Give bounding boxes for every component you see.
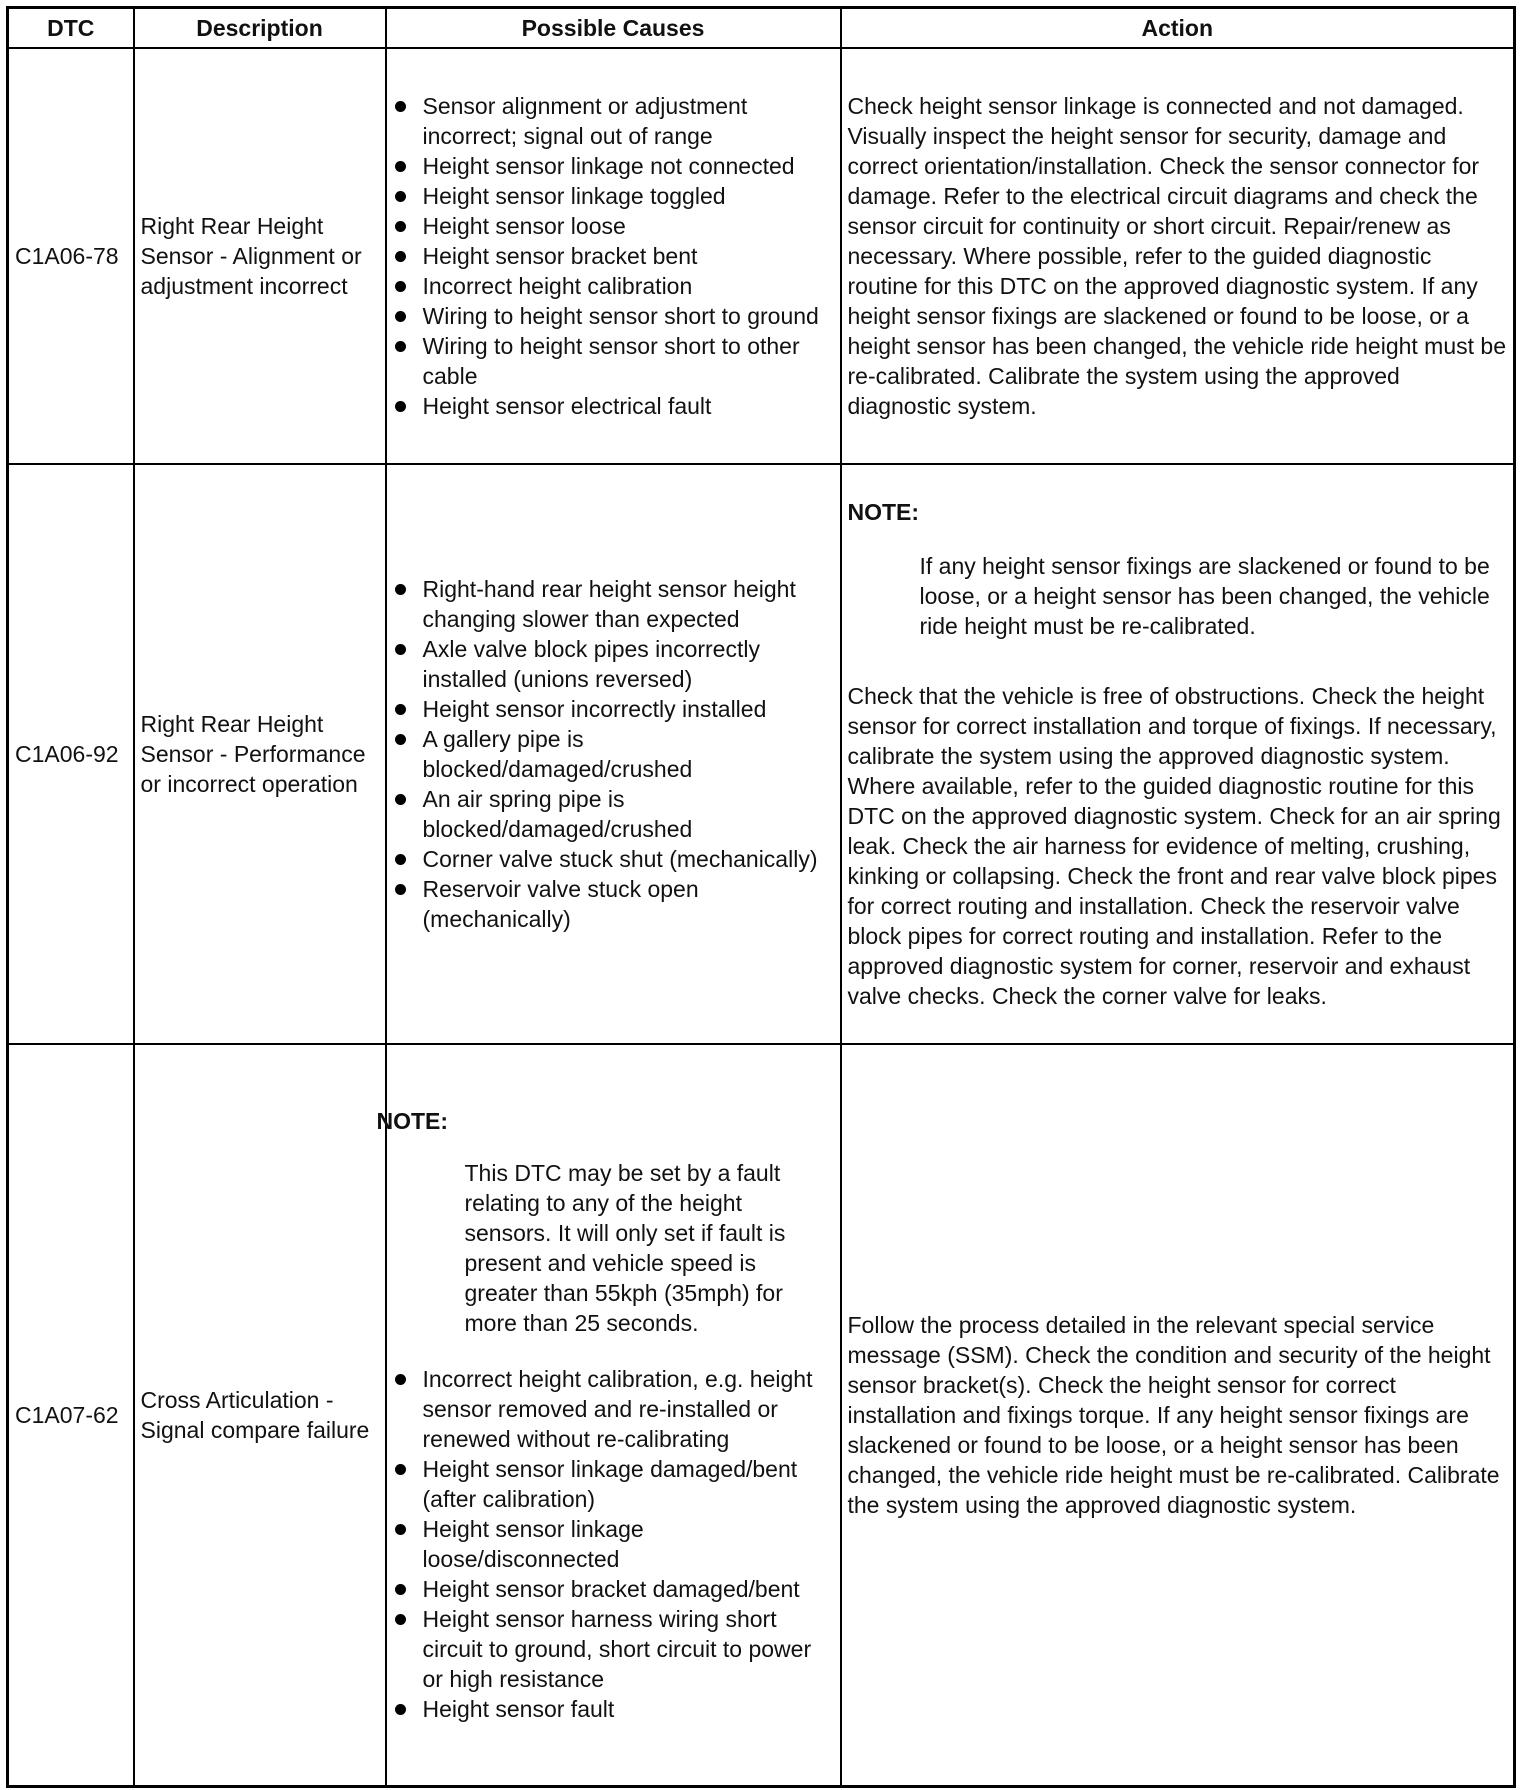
header-possible-causes: Possible Causes: [386, 8, 841, 49]
dtc-description: Right Rear Height Sensor - Alignment or adjustment incorrect: [134, 48, 386, 464]
list-item: Right-hand rear height sensor height changing slower than expected: [393, 574, 834, 634]
list-item: Height sensor linkage loose/disconnected: [393, 1514, 834, 1574]
dtc-code: C1A06-92: [8, 464, 134, 1044]
list-item: Height sensor linkage toggled: [393, 181, 834, 211]
list-item: Height sensor linkage not connected: [393, 151, 834, 181]
list-item: An air spring pipe is blocked/damaged/crushed: [393, 784, 834, 844]
action-cell: [841, 464, 1515, 1044]
causes-list: [393, 91, 834, 421]
note-title: NOTE:: [376, 1107, 449, 1134]
possible-causes: [376, 1044, 841, 1786]
list-item: Height sensor bracket bent: [393, 241, 834, 271]
dtc-code: C1A06-78: [8, 48, 134, 464]
dtc-table: [6, 6, 1516, 1788]
list-item: Height sensor loose: [393, 211, 834, 241]
list-item: Sensor alignment or adjustment incorrect; signal out of range: [393, 91, 834, 151]
header-action: Action: [841, 8, 1515, 49]
list-item: Incorrect height calibration, e.g. height sensor removed and re-installed or renewed without re-calibrating: [393, 1364, 834, 1454]
list-item: Height sensor linkage damaged/bent (after calibration): [393, 1454, 834, 1514]
list-item: Height sensor harness wiring short circuit to ground, short circuit to power or high resistance: [393, 1604, 834, 1694]
list-item: Height sensor fault: [393, 1694, 834, 1724]
list-item: Height sensor incorrectly installed: [393, 694, 834, 724]
list-item: Axle valve block pipes incorrectly installed (unions reversed): [393, 634, 834, 694]
dtc-code: C1A07-62: [8, 1044, 134, 1786]
action-text: Follow the process detailed in the relevant special service message (SSM). Check the condition and security of the height sensor bracket(s). Check the height sensor for correct installation and fixings torque. If any height sensor fixings are slackened or found to be loose, or a height sensor has been changed, the vehicle ride height must be re-calibrated. Calibrate the system using the approved diagnostic system.: [841, 1044, 1515, 1786]
action-text: Check that the vehicle is free of obstructions. Check the height sensor for correct installation and torque of fixings. If necessary, calibrate the system using the approved diagnostic system. Where available, refer to the guided diagnostic routine for this DTC on the approved diagnostic system. Check for an air spring leak. Check the air harness for evidence of melting, crushing, kinking or collapsing. Check the front and rear valve block pipes for correct routing and installation. Check the reservoir valve block pipes for correct routing and installation. Refer to the approved diagnostic system for corner, reservoir and exhaust valve checks. Check the corner valve for leaks.: [847, 683, 1501, 1009]
table-row: [8, 1044, 1515, 1786]
list-item: Wiring to height sensor short to other cable: [393, 331, 834, 391]
list-item: Height sensor bracket damaged/bent: [393, 1574, 834, 1604]
header-row: [8, 8, 1515, 49]
causes-list: [393, 574, 834, 934]
dtc-description: Right Rear Height Sensor - Performance or incorrect operation: [134, 464, 386, 1044]
note-text: This DTC may be set by a fault relating to any of the height sensors. It will only set if fault is present and vehicle speed is greater than 55kph (35mph) for more than 25 seconds.: [464, 1159, 786, 1336]
causes-list: [393, 1364, 834, 1724]
possible-causes: [386, 48, 841, 464]
note-text: If any height sensor fixings are slackened or found to be loose, or a height sensor has been changed, the vehicle ride height must be re-calibrated.: [919, 553, 1490, 639]
list-item: Corner valve stuck shut (mechanically): [393, 844, 834, 874]
header-description: Description: [134, 8, 386, 49]
possible-causes: [386, 464, 841, 1044]
list-item: A gallery pipe is blocked/damaged/crushed: [393, 724, 834, 784]
list-item: Height sensor electrical fault: [393, 391, 834, 421]
list-item: Reservoir valve stuck open (mechanically): [393, 874, 834, 934]
list-item: Incorrect height calibration: [393, 271, 834, 301]
table-row: [8, 464, 1515, 1044]
action-text: Check height sensor linkage is connected and not damaged. Visually inspect the height sensor for security, damage and correct orientation/installation. Check the sensor connector for damage. Refer to the electrical circuit diagrams and check the sensor circuit for continuity or short circuit. Repair/renew as necessary. Where possible, refer to the guided diagnostic routine for this DTC on the approved diagnostic system. If any height sensor fixings are slackened or found to be loose, or a height sensor has been changed, the vehicle ride height must be re-calibrated. Calibrate the system using the approved diagnostic system.: [841, 48, 1515, 464]
table-header: [8, 8, 1515, 49]
list-item: Wiring to height sensor short to ground: [393, 301, 834, 331]
header-dtc: DTC: [8, 8, 134, 49]
note-title: NOTE:: [847, 499, 920, 525]
table-row: [8, 48, 1515, 464]
dtc-description: Cross Articulation - Signal compare failure: [134, 1044, 386, 1786]
